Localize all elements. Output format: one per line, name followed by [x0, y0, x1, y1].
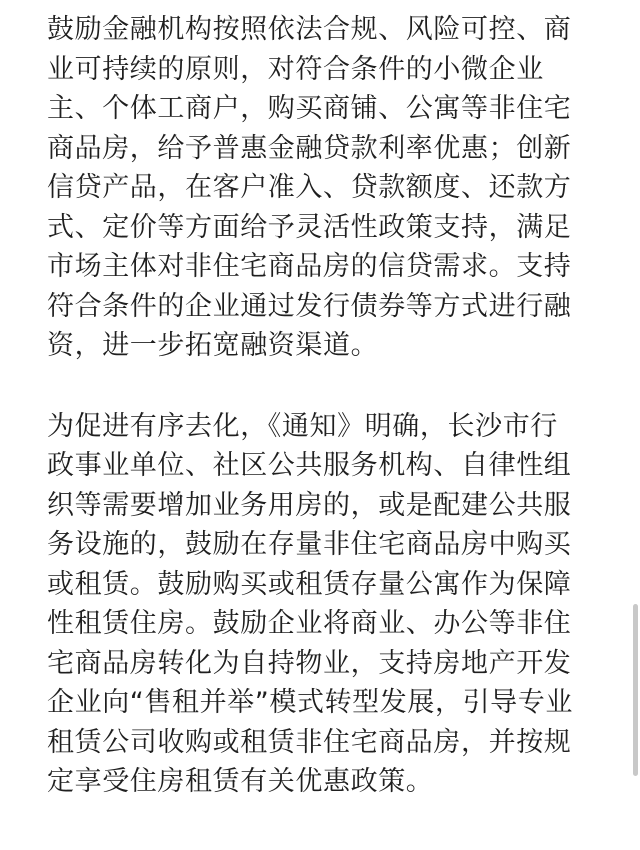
paragraph-line: 企业向“售租并举”模式转型发展，引导专业	[47, 687, 573, 718]
paragraph-line: 符合条件的企业通过发行债券等方式进行融	[47, 290, 572, 322]
paragraph-line: 织等需要增加业务用房的，或是配建公共服	[47, 489, 572, 521]
paragraph-line: 定享受住房租赁有关优惠政策。	[47, 766, 434, 797]
paragraph-line: 商品房，给予普惠金融贷款利率优惠；创新	[47, 132, 572, 164]
paragraph-line: 信贷产品，在客户准入、贷款额度、还款方	[47, 172, 572, 203]
paragraph-line: 资，进一步拓宽融资渠道。	[47, 330, 379, 361]
paragraph-line: 业可持续的原则，对符合条件的小微企业	[47, 53, 544, 85]
paragraph-line: 主、个体工商户，购买商铺、公寓等非住宅	[47, 93, 572, 124]
paragraph-spacer	[47, 366, 599, 407]
paragraph-line: 为促进有序去化，《通知》明确，长沙市行	[47, 410, 558, 442]
paragraph-1	[47, 10, 599, 366]
paragraph-line: 市场主体对非住宅商品房的信贷需求。支持	[47, 251, 572, 282]
paragraph-line: 租赁公司收购或租赁非住宅商品房，并按规	[47, 726, 572, 758]
article-body	[47, 10, 599, 802]
paragraph-line: 式、定价等方面给予灵活性政策支持，满足	[47, 211, 572, 243]
paragraph-line: 政事业单位、社区公共服务机构、自律性组	[47, 450, 572, 481]
paragraph-2	[47, 407, 599, 802]
paragraph-line: 性租赁住房。鼓励企业将商业、办公等非住	[47, 608, 572, 639]
paragraph-line: 鼓励金融机构按照依法合规、风险可控、商	[47, 14, 572, 45]
paragraph-line: 务设施的，鼓励在存量非住宅商品房中购买	[47, 529, 572, 560]
scrollbar-thumb[interactable]	[633, 604, 638, 776]
paragraph-line: 宅商品房转化为自持物业，支持房地产开发	[47, 647, 572, 679]
paragraph-line: 或租赁。鼓励购买或租赁存量公寓作为保障	[47, 568, 572, 600]
